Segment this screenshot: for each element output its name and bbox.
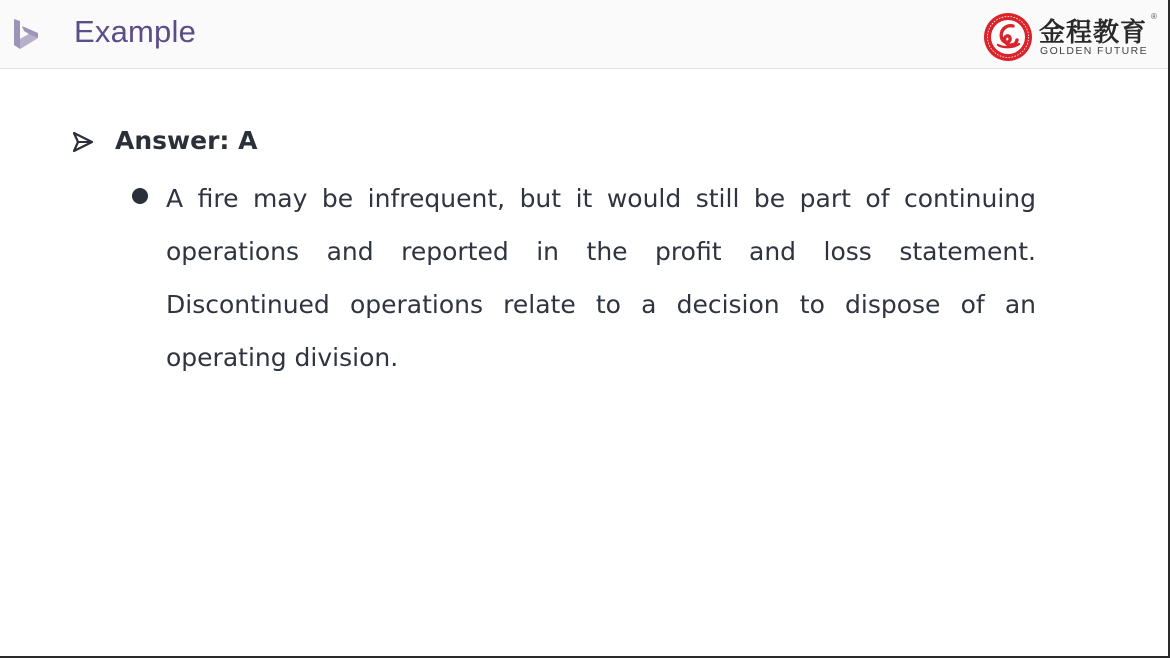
brand-logo (983, 10, 1158, 62)
brand-chinese-name: 金程教育 (1039, 18, 1148, 48)
explanation-text: A fire may be infrequent, but it would still be part of continuing operations and reported in the profit and loss statement. Discontinued operations relate to a decision to dispose of an operating division. (166, 184, 1036, 372)
bullet-dot-icon (132, 188, 148, 204)
slide-title: Example (74, 14, 197, 49)
answer-heading: Answer: A (115, 126, 258, 155)
slide-header (0, 0, 1168, 69)
arrow-bullet-icon (72, 131, 94, 153)
bing-b-logo-icon (11, 18, 41, 50)
golden-future-seal-icon (983, 12, 1033, 62)
brand-english-name: GOLDEN FUTURE (1040, 45, 1149, 57)
brand-trademark: ® (1151, 12, 1157, 21)
